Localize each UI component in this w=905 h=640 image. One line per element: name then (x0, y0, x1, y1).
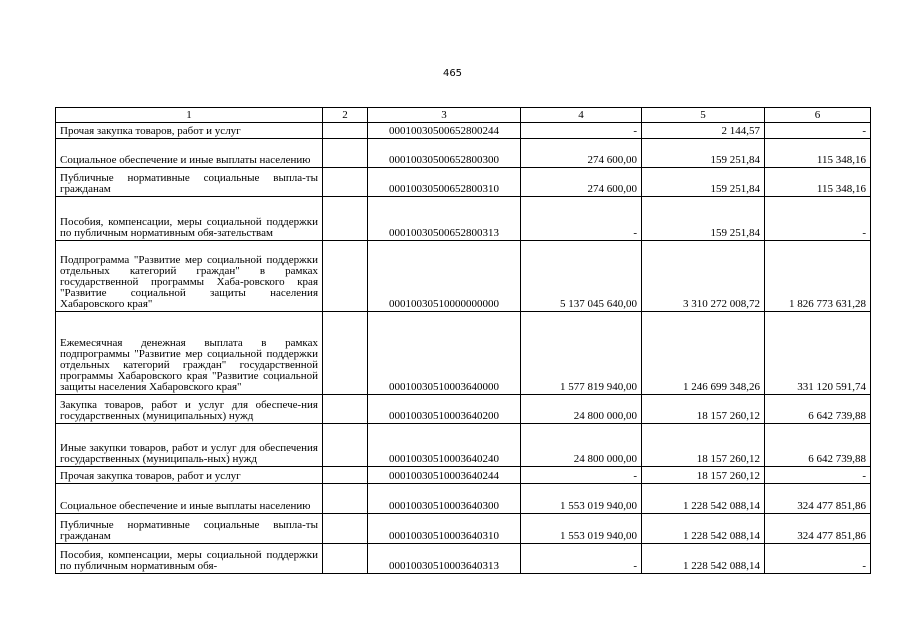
row-code: 00010030500652800300 (368, 139, 521, 168)
row-col2 (323, 467, 368, 484)
row-unexecuted: 115 348,16 (765, 139, 871, 168)
row-executed: 159 251,84 (642, 168, 765, 197)
row-name: Закупка товаров, работ и услуг для обеспече-ния государственных (муниципальных) нужд (56, 395, 323, 424)
row-name: Подпрограмма "Развитие мер социальной поддержки отдельных категорий граждан" в рамках государственной программы Хаба-ровского края "Развитие социальной защиты населения Хабаровского края" (56, 241, 323, 312)
row-approved: 5 137 045 640,00 (521, 241, 642, 312)
row-code: 00010030510000000000 (368, 241, 521, 312)
column-header: 4 (521, 108, 642, 123)
row-unexecuted: 1 826 773 631,28 (765, 241, 871, 312)
budget-execution-table (55, 107, 871, 574)
row-approved: - (521, 123, 642, 139)
row-name: Ежемесячная денежная выплата в рамках подпрограммы "Развитие мер социальной поддержки отдельных категорий граждан" государственной программы Хабаровского края "Развитие социальной защиты населения Хабаровского края" (56, 312, 323, 395)
column-header: 2 (323, 108, 368, 123)
row-approved: - (521, 197, 642, 241)
row-approved: 1 577 819 940,00 (521, 312, 642, 395)
row-approved: 1 553 019 940,00 (521, 484, 642, 514)
row-name: Социальное обеспечение и иные выплаты населению (56, 139, 323, 168)
column-header: 5 (642, 108, 765, 123)
table-header-row (56, 108, 871, 123)
table-row (56, 514, 871, 544)
row-code: 00010030510003640240 (368, 424, 521, 467)
row-unexecuted: 6 642 739,88 (765, 424, 871, 467)
row-name: Публичные нормативные социальные выпла-ты гражданам (56, 168, 323, 197)
row-executed: 1 246 699 348,26 (642, 312, 765, 395)
table-row (56, 168, 871, 197)
row-approved: 1 553 019 940,00 (521, 514, 642, 544)
table-row (56, 395, 871, 424)
row-executed: 18 157 260,12 (642, 467, 765, 484)
table-row (56, 484, 871, 514)
row-col2 (323, 168, 368, 197)
row-executed: 159 251,84 (642, 139, 765, 168)
page-number: 465 (442, 68, 463, 79)
row-col2 (323, 544, 368, 574)
row-name: Иные закупки товаров, работ и услуг для обеспечения государственных (муниципаль-ных) нужд (56, 424, 323, 467)
row-unexecuted: - (765, 197, 871, 241)
row-code: 00010030510003640200 (368, 395, 521, 424)
row-code: 00010030510003640310 (368, 514, 521, 544)
row-name: Прочая закупка товаров, работ и услуг (56, 467, 323, 484)
row-approved: 24 800 000,00 (521, 424, 642, 467)
row-name: Публичные нормативные социальные выпла-ты гражданам (56, 514, 323, 544)
column-header: 1 (56, 108, 323, 123)
row-unexecuted: 331 120 591,74 (765, 312, 871, 395)
row-approved: 24 800 000,00 (521, 395, 642, 424)
row-executed: 1 228 542 088,14 (642, 484, 765, 514)
table-row (56, 467, 871, 484)
row-unexecuted: 324 477 851,86 (765, 514, 871, 544)
row-approved: 274 600,00 (521, 168, 642, 197)
row-executed: 1 228 542 088,14 (642, 514, 765, 544)
table-row (56, 241, 871, 312)
row-unexecuted: 115 348,16 (765, 168, 871, 197)
row-col2 (323, 241, 368, 312)
row-unexecuted: 6 642 739,88 (765, 395, 871, 424)
row-col2 (323, 312, 368, 395)
row-unexecuted: - (765, 123, 871, 139)
row-col2 (323, 395, 368, 424)
row-approved: - (521, 467, 642, 484)
row-unexecuted: 324 477 851,86 (765, 484, 871, 514)
row-approved: - (521, 544, 642, 574)
row-name: Прочая закупка товаров, работ и услуг (56, 123, 323, 139)
row-col2 (323, 484, 368, 514)
row-executed: 18 157 260,12 (642, 395, 765, 424)
table-row (56, 424, 871, 467)
row-unexecuted: - (765, 544, 871, 574)
row-code: 00010030510003640244 (368, 467, 521, 484)
row-code: 00010030500652800244 (368, 123, 521, 139)
row-unexecuted: - (765, 467, 871, 484)
row-col2 (323, 424, 368, 467)
row-code: 00010030510003640300 (368, 484, 521, 514)
row-name: Пособия, компенсации, меры социальной поддержки по публичным нормативным обя-зательствам (56, 197, 323, 241)
row-col2 (323, 123, 368, 139)
row-executed: 18 157 260,12 (642, 424, 765, 467)
row-col2 (323, 197, 368, 241)
row-col2 (323, 139, 368, 168)
table-row (56, 312, 871, 395)
row-code: 00010030500652800310 (368, 168, 521, 197)
column-header: 3 (368, 108, 521, 123)
table-row (56, 197, 871, 241)
row-executed: 3 310 272 008,72 (642, 241, 765, 312)
table-row (56, 139, 871, 168)
row-col2 (323, 514, 368, 544)
column-header: 6 (765, 108, 871, 123)
row-code: 00010030510003640313 (368, 544, 521, 574)
table-row (56, 544, 871, 574)
row-name: Пособия, компенсации, меры социальной поддержки по публичным нормативным обя- (56, 544, 323, 574)
row-executed: 159 251,84 (642, 197, 765, 241)
row-executed: 2 144,57 (642, 123, 765, 139)
row-executed: 1 228 542 088,14 (642, 544, 765, 574)
row-code: 00010030510003640000 (368, 312, 521, 395)
row-approved: 274 600,00 (521, 139, 642, 168)
row-name: Социальное обеспечение и иные выплаты населению (56, 484, 323, 514)
table-row (56, 123, 871, 139)
row-code: 00010030500652800313 (368, 197, 521, 241)
